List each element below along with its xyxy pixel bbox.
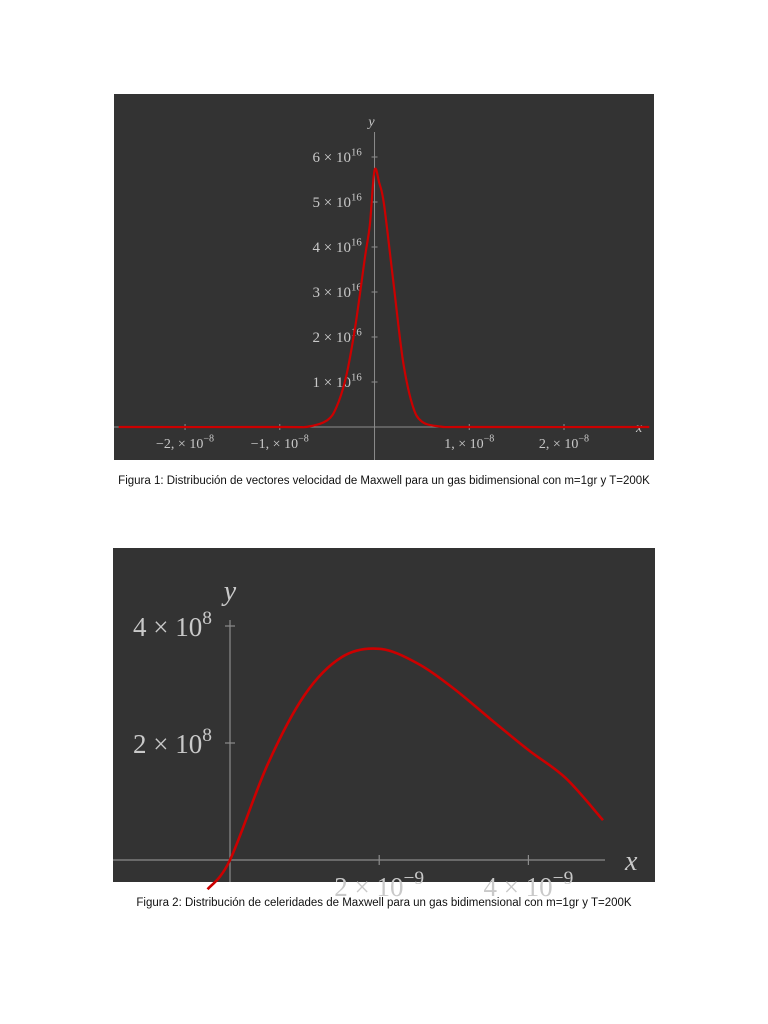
x-tick-label-exponent: −8 <box>298 433 309 445</box>
y-axis-label: y <box>223 576 237 607</box>
times-ten-glyph: × 10 <box>454 437 484 452</box>
y-tick-label <box>313 236 363 256</box>
y-axis-label: y <box>368 115 375 130</box>
y-tick-label <box>313 371 363 391</box>
y-tick-label-mantissa: 5 <box>312 195 321 211</box>
series-line <box>208 649 603 890</box>
y-tick-label-mantissa: 4 × 10 <box>133 612 203 642</box>
y-tick-label-exponent: 8 <box>202 724 212 746</box>
y-tick-label-exponent: 16 <box>350 281 362 294</box>
times-ten-glyph: × 10 <box>549 437 579 452</box>
y-tick-label-exponent: 16 <box>350 146 362 159</box>
x-tick-label-mantissa: −2, <box>156 437 175 452</box>
y-tick-label-exponent: 16 <box>350 371 362 384</box>
x-tick-label-mantissa: 2, <box>538 437 550 452</box>
x-tick-label-mantissa: 2 × 10 <box>334 872 404 902</box>
y-tick-label <box>133 608 212 642</box>
figure-1-plot <box>114 94 654 460</box>
x-tick-label-exponent: −8 <box>483 433 495 445</box>
figure-1-caption: Figura 1: Distribución de vectores velocidad de Maxwell para un gas bidimensional con m=1gr y T=200K <box>118 475 650 487</box>
x-tick-label-mantissa: 1, <box>444 437 455 452</box>
y-tick-label-mantissa: 2 × 10 <box>133 729 203 759</box>
x-tick-label-mantissa: −1, <box>250 437 270 452</box>
y-tick-label-mantissa: 6 <box>312 150 321 166</box>
y-tick-label-exponent: 16 <box>350 326 362 339</box>
y-tick-label-exponent: 16 <box>350 236 362 249</box>
x-axis-label: x <box>625 846 638 877</box>
series-line <box>119 169 650 428</box>
x-tick-label <box>251 434 309 452</box>
times-ten-glyph: × 10 <box>320 285 351 301</box>
x-tick-label-exponent: −8 <box>203 433 215 445</box>
y-tick-label <box>313 191 363 211</box>
x-tick-label <box>539 434 589 452</box>
y-tick-label-exponent: 16 <box>350 191 362 204</box>
times-ten-glyph: × 10 <box>174 437 204 452</box>
x-tick-label-exponent: −8 <box>578 433 590 445</box>
times-ten-glyph: × 10 <box>320 240 351 256</box>
times-ten-glyph: × 10 <box>269 437 299 452</box>
y-tick-label-mantissa: 4 <box>312 240 321 256</box>
y-tick-label-mantissa: 2 <box>312 330 321 346</box>
y-tick-label-exponent: 8 <box>202 607 212 629</box>
times-ten-glyph: × 10 <box>320 330 351 346</box>
y-tick-label <box>313 146 363 166</box>
x-tick-label-exponent: −9 <box>403 867 425 889</box>
times-ten-glyph: × 10 <box>320 150 351 166</box>
x-tick-label <box>444 434 494 452</box>
times-ten-glyph: × 10 <box>320 375 351 391</box>
x-tick-label-mantissa: 4 × 10 <box>483 872 553 902</box>
times-ten-glyph: × 10 <box>320 195 351 211</box>
y-tick-label <box>133 725 212 759</box>
x-axis-label: x <box>636 421 643 436</box>
y-tick-label-mantissa: 1 <box>312 375 321 391</box>
y-tick-label-mantissa: 3 <box>312 285 321 301</box>
y-tick-label <box>313 281 363 301</box>
x-tick-label <box>156 434 214 452</box>
figure-2-caption: Figura 2: Distribución de celeridades de Maxwell para un gas bidimensional con m=1gr y T=200K <box>136 897 632 909</box>
figure-1-svg <box>114 94 654 460</box>
x-tick-label-exponent: −9 <box>552 867 574 889</box>
